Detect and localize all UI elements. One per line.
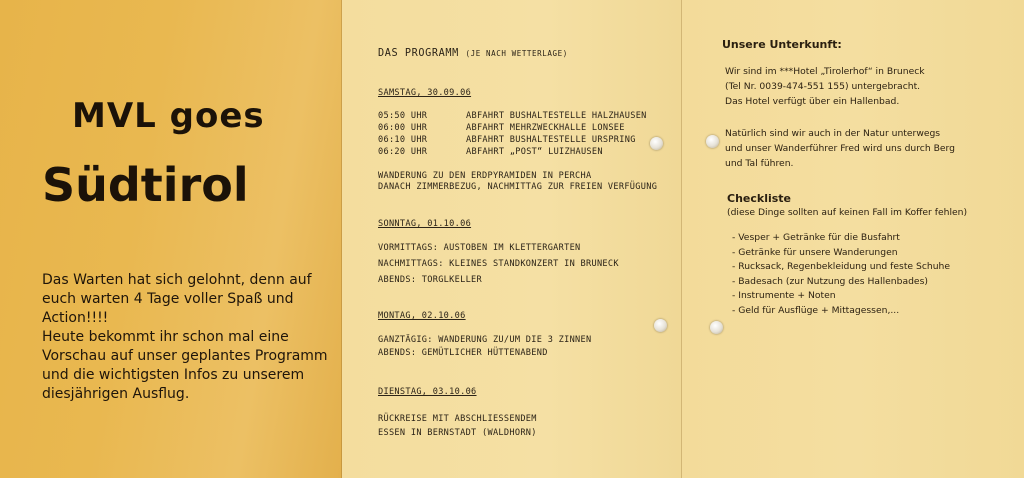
day-tuesday-label: DIENSTAG, 03.10.06 bbox=[378, 387, 477, 397]
accommodation-line: Wir sind im ***Hotel „Tirolerhof“ in Bruneck bbox=[725, 66, 925, 77]
checklist-note: (diese Dinge sollten auf keinen Fall im Koffer fehlen) bbox=[727, 207, 968, 218]
accommodation-text bbox=[725, 64, 925, 109]
program-heading bbox=[378, 48, 568, 59]
tuesday-line: ESSEN IN BERNSTADT (WALDHORN) bbox=[378, 428, 537, 438]
intro-line: Action!!!! bbox=[42, 310, 109, 326]
cover-title-line1: MVL goes bbox=[72, 96, 265, 136]
cover-intro bbox=[42, 271, 332, 404]
accommodation-line: Das Hotel verfügt über ein Hallenbad. bbox=[725, 96, 900, 107]
cover-panel bbox=[0, 0, 342, 478]
intro-line: Vorschau auf unser geplantes Programm bbox=[42, 348, 328, 364]
sunday-line: NACHMITTAGS: KLEINES STANDKONZERT IN BRUNECK bbox=[378, 259, 619, 269]
nature-line: Natürlich sind wir auch in der Natur unterwegs bbox=[725, 128, 941, 139]
day-monday-label: MONTAG, 02.10.06 bbox=[378, 311, 466, 321]
departure-place: ABFAHRT „POST“ LUIZHAUSEN bbox=[466, 147, 603, 157]
departure-place: ABFAHRT BUSHALTESTELLE HALZHAUSEN bbox=[466, 111, 647, 121]
intro-line: diesjährigen Ausflug. bbox=[42, 386, 190, 402]
departure-place: ABFAHRT BUSHALTESTELLE URSPRING bbox=[466, 135, 636, 145]
punch-hole bbox=[654, 319, 667, 332]
saturday-note: DANACH ZIMMERBEZUG, NACHMITTAG ZUR FREIEN VERFÜGUNG bbox=[378, 182, 658, 192]
day-sunday-label: SONNTAG, 01.10.06 bbox=[378, 219, 472, 229]
intro-line: und die wichtigsten Infos zu unserem bbox=[42, 367, 305, 383]
punch-hole bbox=[710, 321, 723, 334]
departure-time: 06:20 UHR bbox=[378, 147, 428, 157]
checklist-item: - Instrumente + Noten bbox=[732, 290, 836, 301]
checklist-item: - Getränke für unsere Wanderungen bbox=[732, 246, 898, 258]
program-heading-title: DAS PROGRAMM bbox=[378, 48, 459, 59]
info-panel bbox=[682, 0, 1024, 478]
departure-place: ABFAHRT MEHRZWECKHALLE LONSEE bbox=[466, 123, 625, 133]
program-panel bbox=[342, 0, 682, 478]
nature-line: und unser Wanderführer Fred wird uns durch Berg bbox=[725, 143, 956, 154]
accommodation-heading: Unsere Unterkunft: bbox=[722, 38, 842, 51]
punch-hole bbox=[650, 137, 663, 150]
tuesday-line: RÜCKREISE MIT ABSCHLIESSENDEM bbox=[378, 414, 537, 424]
sunday-line: VORMITTAGS: AUSTOBEN IM KLETTERGARTEN bbox=[378, 243, 581, 253]
nature-text bbox=[725, 126, 955, 171]
punch-hole bbox=[706, 135, 719, 148]
intro-line: euch warten 4 Tage voller Spaß und bbox=[42, 291, 294, 307]
intro-line: Das Warten hat sich gelohnt, denn auf bbox=[42, 272, 312, 288]
saturday-note: WANDERUNG ZU DEN ERDPYRAMIDEN IN PERCHA bbox=[378, 171, 592, 181]
departure-time: 06:00 UHR bbox=[378, 123, 428, 133]
sunday-line: ABENDS: TORGLKELLER bbox=[378, 275, 483, 285]
departure-row bbox=[378, 111, 647, 121]
checklist-item: - Geld für Ausflüge + Mittagessen,... bbox=[732, 304, 900, 316]
intro-line: Heute bekommt ihr schon mal eine bbox=[42, 329, 289, 345]
program-heading-note: (JE NACH WETTERLAGE) bbox=[465, 49, 568, 58]
checklist-heading: Checkliste bbox=[727, 192, 792, 205]
monday-line: GANZTÄGIG: WANDERUNG ZU/UM DIE 3 ZINNEN bbox=[378, 335, 592, 345]
departure-row bbox=[378, 147, 603, 157]
accommodation-line: (Tel Nr. 0039-474-551 155) untergebracht. bbox=[725, 81, 921, 92]
day-saturday-label: SAMSTAG, 30.09.06 bbox=[378, 88, 472, 98]
departure-time: 05:50 UHR bbox=[378, 111, 428, 121]
departure-time: 06:10 UHR bbox=[378, 135, 428, 145]
checklist-item: - Badesach (zur Nutzung des Hallenbades) bbox=[732, 275, 928, 287]
cover-title-line2: Südtirol bbox=[42, 158, 249, 212]
checklist-item: - Vesper + Getränke für die Busfahrt bbox=[732, 232, 900, 243]
monday-line: ABENDS: GEMÜTLICHER HÜTTENABEND bbox=[378, 348, 548, 358]
checklist-item: - Rucksack, Regenbekleidung und feste Schuhe bbox=[732, 261, 951, 272]
checklist bbox=[732, 231, 950, 318]
departure-row bbox=[378, 135, 636, 145]
departure-row bbox=[378, 123, 625, 133]
nature-line: und Tal führen. bbox=[725, 158, 794, 169]
